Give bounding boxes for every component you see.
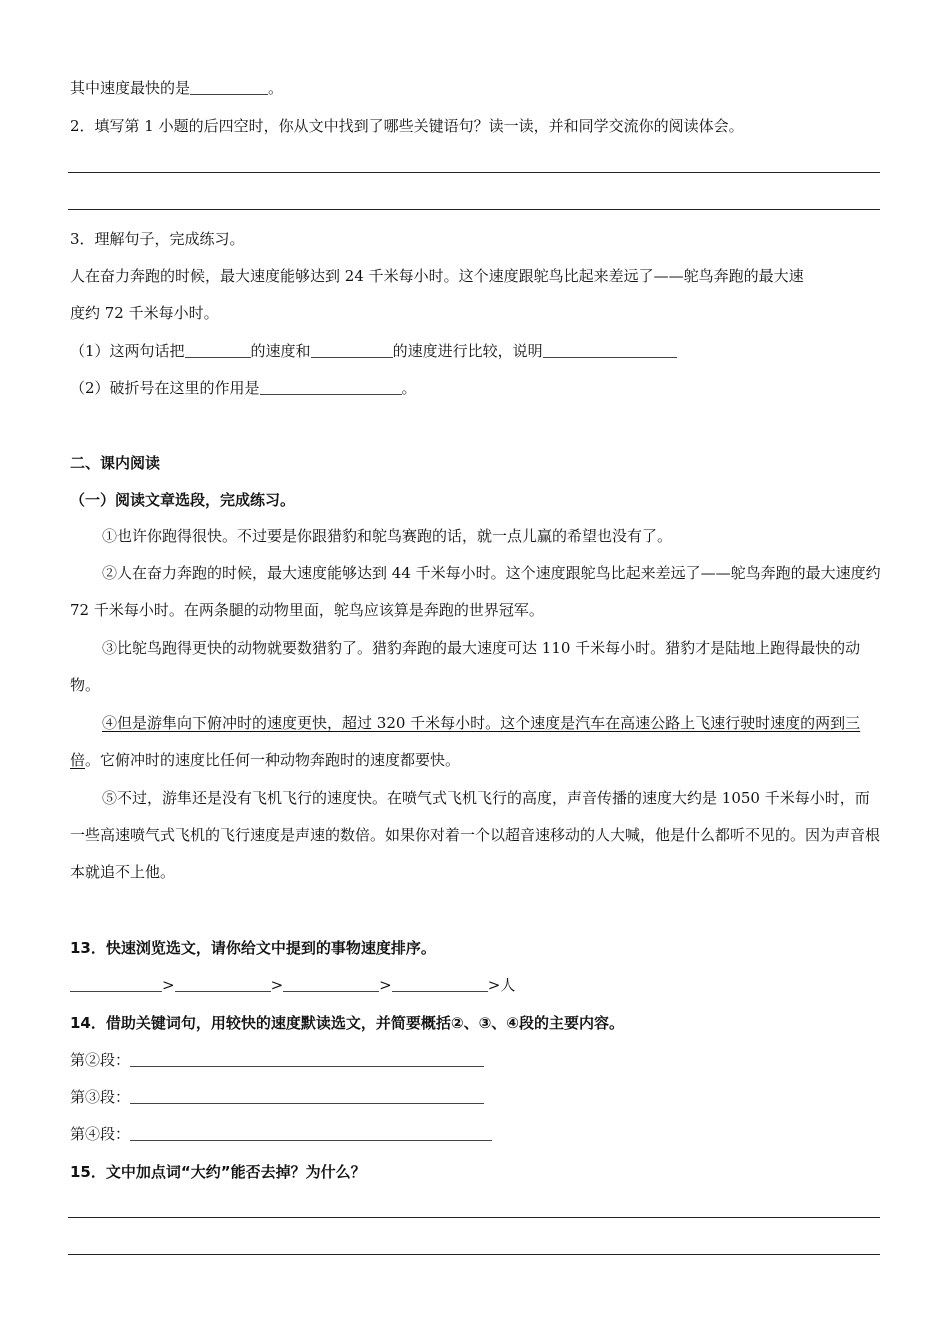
underlined-sentence: ④但是游隼向下俯冲时的速度更快，超过 320 千米每小时。这个速度是汽车在高速公路上飞速行驶时速度的两到三倍	[70, 714, 861, 769]
passage-paragraph-3: ③比鸵鸟跑得更快的动物就要数猎豹了。猎豹奔跑的最大速度可达 110 千米每小时。猎豹才是陆地上跑得最快的动物。	[70, 639, 861, 694]
passage-paragraph-4	[70, 705, 882, 779]
passage-paragraph-1: ①也许你跑得很快。不过要是你跟猎豹和鸵鸟赛跑的话，就一点儿赢的希望也没有了。	[102, 527, 673, 545]
answer-blank[interactable]	[311, 342, 393, 358]
q14-label: 第③段：	[70, 1088, 131, 1106]
answer-blank[interactable]	[130, 1125, 492, 1141]
question-3-2	[70, 378, 417, 398]
greater-sign: >	[487, 976, 501, 994]
q3-1-text-c: 的速度进行比较，说明	[392, 342, 543, 360]
q14-label: 第④段：	[70, 1125, 131, 1143]
period: 。	[401, 379, 417, 397]
question-14: 14．借助关键词句，用较快的速度默读选文，并简要概括②、③、④段的主要内容。	[70, 1014, 624, 1032]
answer-blank[interactable]	[130, 1088, 484, 1104]
q14-paragraph-4	[70, 1124, 492, 1144]
speed-order-row	[70, 975, 515, 995]
answer-line[interactable]	[68, 172, 880, 173]
greater-sign: >	[270, 976, 284, 994]
question-2: 2．填写第 1 小题的后四空时，你从文中找到了哪些关键语句？读一读，并和同学交流你的阅读体会。	[70, 117, 744, 135]
greater-sign: >	[379, 976, 392, 994]
q14-paragraph-3	[70, 1087, 484, 1107]
answer-blank[interactable]	[190, 79, 268, 95]
answer-blank[interactable]	[392, 976, 488, 992]
passage-paragraph-2: ②人在奋力奔跑的时候，最大速度能够达到 44 千米每小时。这个速度跟鸵鸟比起来差远了——鸵鸟奔跑的最大速度约 72 千米每小时。在两条腿的动物里面，鸵鸟应该算是奔跑的世界冠军。	[70, 564, 881, 619]
answer-blank[interactable]	[543, 342, 677, 358]
question-3-quote-cont: 度约 72 千米每小时。	[70, 304, 219, 322]
question-13: 13．快速浏览选文，请你给文中提到的事物速度排序。	[70, 939, 436, 957]
question-15: 15．文中加点词“大约”能否去掉？为什么？	[70, 1163, 366, 1181]
q14-label: 第②段：	[70, 1051, 131, 1069]
period: 。	[268, 79, 284, 97]
section-title: 二、课内阅读	[70, 454, 161, 472]
answer-blank[interactable]	[70, 976, 162, 992]
person-label: 人	[500, 976, 516, 994]
answer-blank[interactable]	[260, 379, 402, 395]
q3-1-text-a: （1）这两句话把	[70, 342, 185, 360]
answer-blank[interactable]	[283, 976, 379, 992]
paragraph-4-rest: 。它俯冲时的速度比任何一种动物奔跑时的速度都要快。	[85, 751, 461, 769]
fastest-label: 其中速度最快的是	[70, 79, 191, 97]
question-3-quote: 人在奋力奔跑的时候，最大速度能够达到 24 千米每小时。这个速度跟鸵鸟比起来差远了——鸵鸟奔跑的最大速	[70, 267, 804, 285]
section-subtitle: （一）阅读文章选段，完成练习。	[70, 491, 296, 509]
answer-blank[interactable]	[130, 1051, 484, 1067]
greater-sign: >	[162, 976, 175, 994]
question-3-1	[70, 341, 677, 361]
answer-line[interactable]	[68, 1254, 880, 1255]
passage-paragraph-5: ⑤不过，游隼还是没有飞机飞行的速度快。在喷气式飞机飞行的高度，声音传播的速度大约是 1050 千米每小时，而一些高速喷气式飞机的飞行速度是声速的数倍。如果你对着一个以超音速移动的人大喊，他是什么都听不见的。因为声音根本就追不上他。	[70, 789, 881, 881]
answer-line[interactable]	[68, 1217, 880, 1218]
answer-blank[interactable]	[175, 976, 271, 992]
fastest-line	[70, 78, 283, 98]
answer-blank[interactable]	[185, 342, 251, 358]
answer-line[interactable]	[68, 209, 880, 210]
q3-2-text: （2）破折号在这里的作用是	[70, 379, 260, 397]
question-3-title: 3．理解句子，完成练习。	[70, 230, 245, 248]
q14-paragraph-2	[70, 1050, 484, 1070]
q3-1-text-b: 的速度和	[250, 342, 311, 360]
